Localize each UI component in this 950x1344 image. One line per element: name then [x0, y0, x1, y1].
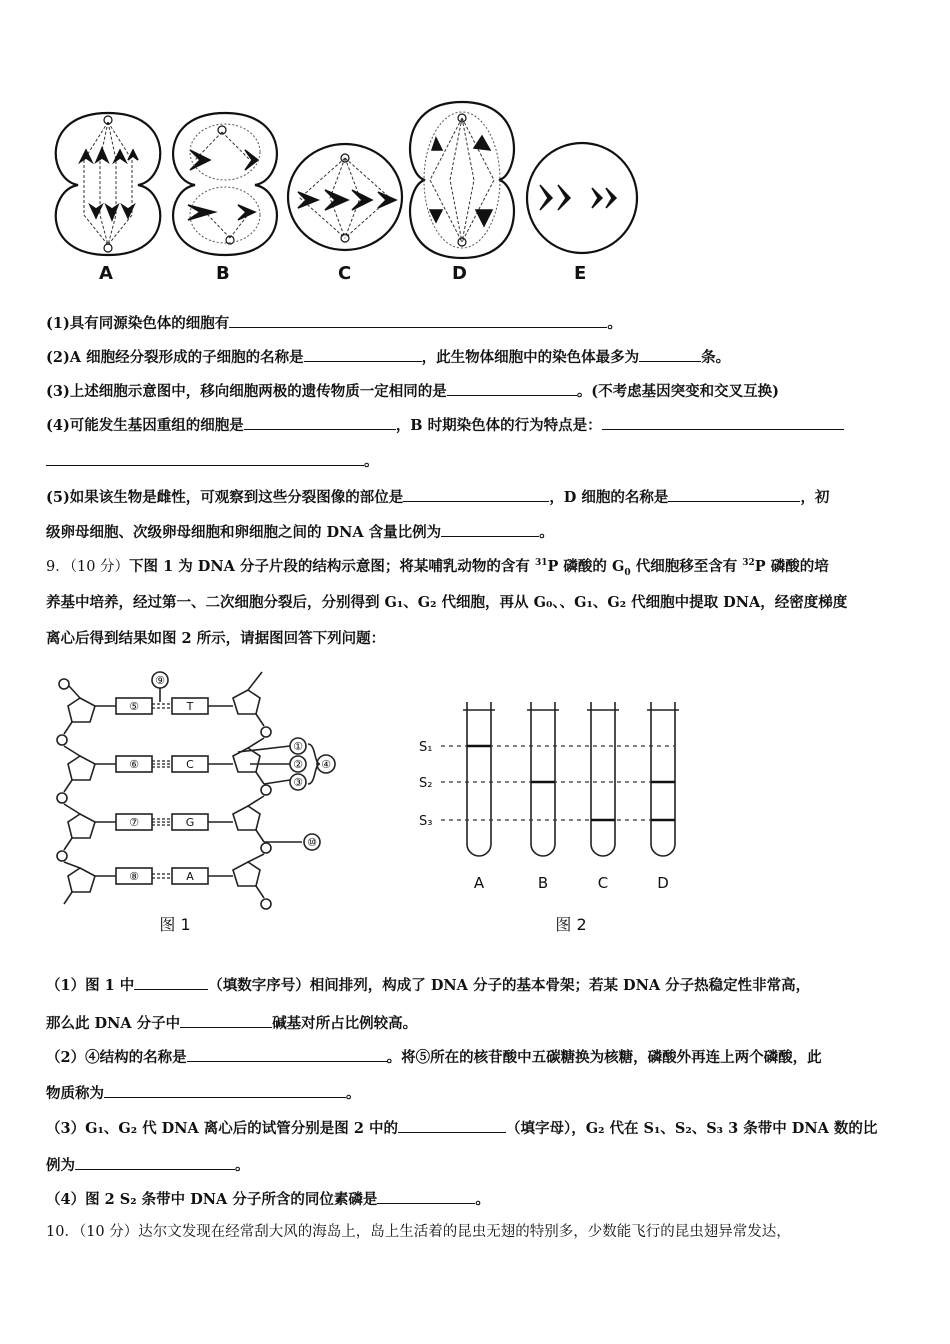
fig1-label-8: ⑧ — [129, 870, 139, 883]
answer-blank[interactable] — [668, 486, 800, 502]
q8-part3: (3)上述细胞示意图中，移向细胞两极的遗传物质一定相同的是 。(不考虑基因突变和交叉互换) — [46, 380, 906, 402]
answer-blank[interactable] — [403, 486, 549, 502]
answer-blank[interactable] — [447, 380, 577, 396]
q8-part4-cont: 。 — [46, 450, 906, 472]
fig1-label-4: ④ — [321, 758, 331, 771]
cell-e-outline — [527, 143, 637, 253]
q8-part1: (1)具有同源染色体的细胞有 。 — [46, 312, 906, 334]
tube-label-d: D — [657, 874, 669, 892]
q9-intro-line3: 离心后得到结果如图 2 所示，请据图回答下列问题： — [46, 630, 386, 647]
fig1-label-2: ② — [293, 758, 303, 771]
q9-sub1-cont: 那么此 DNA 分子中 碱基对所占比例较高。 — [46, 1012, 906, 1034]
answer-blank[interactable] — [104, 1082, 346, 1098]
answer-blank[interactable] — [602, 414, 844, 430]
answer-blank[interactable] — [377, 1188, 475, 1204]
cell-label-e: E — [574, 263, 587, 284]
fig1-label-3: ③ — [293, 776, 303, 789]
answer-blank[interactable] — [244, 414, 396, 430]
fig1-label-t: T — [186, 700, 194, 713]
fig1-label-g: G — [185, 816, 195, 829]
cell-label-a: A — [99, 263, 113, 284]
q8-part4: (4)可能发生基因重组的细胞是 ，B 时期染色体的行为特点是： — [46, 414, 906, 436]
cell-b-outline — [173, 113, 277, 255]
fig1-label-6: ⑥ — [129, 758, 139, 771]
fig1-label-1: ① — [293, 740, 303, 753]
band-label-s3: S₃ — [419, 814, 433, 829]
tube-b — [531, 702, 555, 856]
answer-blank[interactable] — [46, 450, 364, 466]
fig1-label-c: C — [186, 758, 194, 771]
q9-sub4: （4）图 2 S₂ 条带中 DNA 分子所含的同位素磷是 。 — [46, 1188, 906, 1210]
centrifuge-tubes-figure — [415, 690, 715, 960]
q8-part5-cont: 级卵母细胞、次级卵母细胞和卵细胞之间的 DNA 含量比例为 。 — [46, 521, 906, 543]
answer-blank[interactable] — [229, 312, 607, 328]
cell-label-d: D — [452, 263, 467, 284]
tube-c — [591, 702, 615, 856]
answer-blank[interactable] — [75, 1154, 235, 1170]
q8-part5: (5)如果该生物是雌性，可观察到这些分裂图像的部位是 ，D 细胞的名称是 ，初 — [46, 486, 906, 508]
cell-label-b: B — [216, 263, 230, 284]
fig1-label-10: ⑩ — [307, 836, 317, 849]
tube-label-a: A — [473, 874, 485, 892]
q9-sub3-cont: 例为 。 — [46, 1154, 906, 1176]
cell-d-outline — [410, 102, 514, 258]
cell-label-c: C — [338, 263, 352, 284]
q9-sub3: （3）G₁、G₂ 代 DNA 离心后的试管分别是图 2 中的 （填字母），G₂ 代在 S₁、S₂、S₃ 3 条带中 DNA 数的比 — [46, 1117, 906, 1139]
q9-sub2: （2）④结构的名称是 。将⑤所在的核苷酸中五碳糖换为核糖，磷酸外再连上两个磷酸，此 — [46, 1046, 906, 1068]
q9-intro-line2: 养基中培养，经过第一、二次细胞分裂后，分别得到 G₁、G₂ 代细胞，再从 G₀、、G₁、G₂ 代细胞中提取 DNA，经密度梯度 — [46, 594, 848, 611]
answer-blank[interactable] — [441, 521, 539, 537]
q10-intro: 10．（10 分）达尔文发现在经常刮大风的海岛上，岛上生活着的昆虫无翅的特别多，少数能飞行的昆虫翅异常发达， — [46, 1224, 791, 1240]
fig1-caption: 图 1 — [159, 915, 191, 934]
answer-blank[interactable] — [398, 1117, 506, 1133]
fig2-caption: 图 2 — [555, 915, 587, 934]
tube-label-c: C — [597, 874, 609, 892]
tube-label-b: B — [537, 874, 549, 892]
q9-intro-line1: 9．（10 分）下图 1 为 DNA 分子片段的结构示意图；将某哺乳动物的含有 $^{31}$P 磷酸的 $G_0$ 代细胞移至含有 $^{32}$P 磷酸的培 — [46, 558, 829, 578]
answer-blank[interactable] — [639, 346, 701, 362]
answer-blank[interactable] — [180, 1012, 272, 1028]
fig1-label-9: ⑨ — [155, 674, 165, 687]
q9-sub2-cont: 物质称为 。 — [46, 1082, 906, 1104]
fig1-label-a: A — [186, 870, 194, 883]
q8-part2: (2)A 细胞经分裂形成的子细胞的名称是 ，此生物体细胞中的染色体最多为 条。 — [46, 346, 906, 368]
dna-structure-figure — [50, 668, 410, 938]
band-label-s2: S₂ — [419, 776, 433, 791]
tube-d — [651, 702, 675, 856]
band-label-s1: S₁ — [419, 740, 433, 755]
fig1-label-5: ⑤ — [129, 700, 139, 713]
answer-blank[interactable] — [187, 1046, 387, 1062]
tube-a — [467, 702, 491, 856]
cell-division-figure — [0, 0, 950, 300]
q9-sub1: （1）图 1 中 （填数字序号）相间排列，构成了 DNA 分子的基本骨架；若某 DNA 分子热稳定性非常高， — [46, 974, 906, 996]
answer-blank[interactable] — [134, 974, 208, 990]
fig1-label-7: ⑦ — [129, 816, 139, 829]
answer-blank[interactable] — [304, 346, 422, 362]
cell-a-outline — [56, 113, 160, 255]
